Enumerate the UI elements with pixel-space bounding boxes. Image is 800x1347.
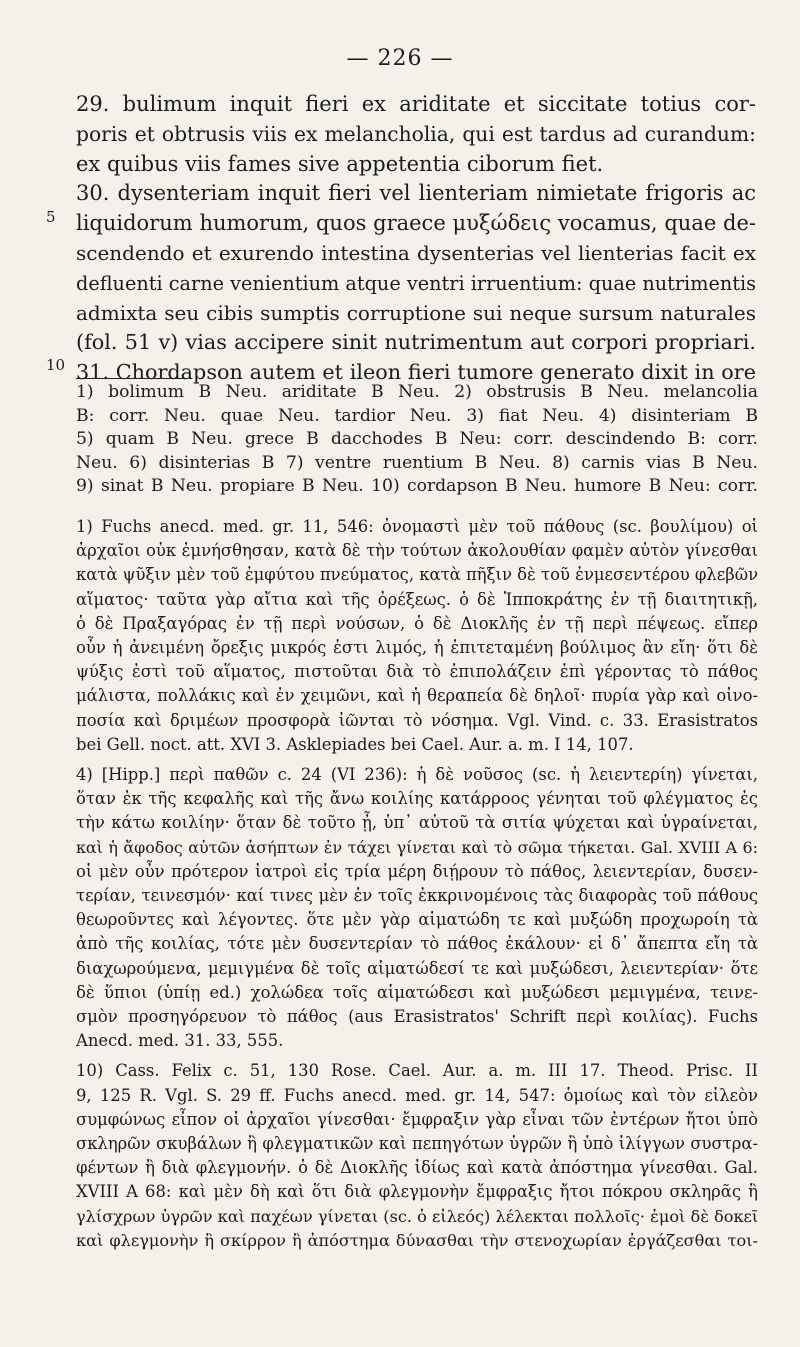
main-line: ex quibus viis fames sive appetentia ciborum fiet. — [76, 151, 604, 176]
note-line: τὴν κάτω κοιλίην· ὅταν δὲ τοῦτο ᾖ, ὑπ᾽ αὐτοῦ τὰ σιτία ψύχεται καὶ ὑγραίνεται, — [76, 813, 758, 833]
main-line: (fol. 51 v) vias accipere sinit nutrimentum aut corpori propriari. — [76, 330, 756, 355]
note-line: αἵματος· ταῦτα γὰρ αἴτια καὶ τῆς ὀρέξεως. ὁ δὲ Ἱπποκράτης ἐν τῇ διαιτητικῇ, — [76, 589, 758, 609]
note-line: XVIII A 68: καὶ μὲν δὴ καὶ ὅτι διὰ φλεγμονὴν ἔμφραξις ἤτοι πόκρου σκληρᾶς ἢ — [76, 1182, 758, 1202]
note-line: τερίαν, τεινεσμόν· καί τινες μὲν ἐν τοῖς ἐκκρινομένοις τὰς διαφορὰς τοῦ πάθους — [76, 886, 758, 906]
note-line: θεωροῦντες καὶ λέγοντες. ὅτε μὲν γὰρ αἱματώδη τε καὶ μυξώδη προχωροίη τὰ — [76, 910, 758, 930]
note-line: ὅταν ἐκ τῆς κεφαλῆς καὶ τῆς ἄνω κοιλίης κατάρροος γένηται τοῦ φλέγματος ἐς — [76, 789, 758, 809]
main-text — [76, 90, 756, 388]
apparatus-line: 1) bolimum B Neu. ariditate B Neu. 2) obstrusis B Neu. melancolia — [76, 382, 758, 402]
main-line: 30. dysenteriam inquit fieri vel lienteriam nimietate frigoris ac — [76, 181, 756, 206]
main-line: 29. bulimum inquit fieri ex ariditate et siccitate totius cor- — [76, 92, 756, 116]
main-line: poris et obtrusis viis ex melancholia, qui est tardus ad curandum: — [76, 121, 756, 146]
note-line: οἱ μὲν οὖν πρότερον ἰατροὶ εἰς τρία μέρη διῄρουν τὸ πάθος, λειεντερίαν, δυσεν- — [76, 861, 758, 881]
critical-apparatus — [76, 378, 758, 499]
note-line: 4) [Hipp.] περὶ παθῶν c. 24 (VI 236): ἡ δὲ νοῦσος (sc. ἡ λειεντερίη) γίνεται, — [76, 765, 758, 785]
note-line: σμὸν προσηγόρευον τὸ πάθος (aus Erasistratos' Schrift περὶ κοιλίας). Fuchs — [76, 1007, 758, 1027]
note-line: γλίσχρων ὑγρῶν καὶ παχέων γίνεται (sc. ὁ εἰλεός) λέλεκται πολλοῖς· ἐμοὶ δὲ δοκεῖ — [76, 1206, 758, 1226]
main-line: defluenti carne venientium atque ventri irruentium: quae nutrimentis — [76, 271, 757, 295]
note-line: ἀρχαῖοι οὐκ ἐμνήσθησαν, κατὰ δὲ τὴν τούτων ἀκολουθίαν φαμὲν αὐτὸν γίνεσθαι — [76, 541, 758, 561]
note-line: 1) Fuchs anecd. med. gr. 11, 546: ὀνομαστὶ μὲν τοῦ πάθους (sc. βουλίμου) οἱ — [76, 517, 758, 536]
note-line: μάλιστα, πολλάκις καὶ ἐν χειμῶνι, καὶ ἡ θεραπεία δὲ δηλοῖ· πυρία γὰρ καὶ οἰνο- — [76, 686, 758, 706]
main-line: 31. Chordapson autem et ileon fieri tumore generato dixit in ore — [76, 360, 756, 385]
apparatus-line: 5) quam B Neu. grece B dacchodes B Neu: corr. descindendo B: corr. — [76, 429, 758, 449]
note-line: σκληρῶν σκυβάλων ἢ φλεγματικῶν καὶ πεπηγότων ὑγρῶν ἢ ὑπὸ ἰλίγγων συστρα- — [76, 1134, 758, 1154]
note-line: καὶ ἡ ἄφοδος αὐτῶν ἀσήπτων ἐν τάχει γίνεται καὶ τὸ σῶμα τήκεται. Gal. XVIII A 6: — [76, 837, 758, 857]
footnote-rule — [76, 378, 186, 379]
note-line: συμφώνως εἶπον οἱ ἀρχαῖοι γίνεσθαι· ἔμφραξιν γὰρ εἶναι τῶν ἐντέρων ἤτοι ὑπὸ — [76, 1109, 758, 1129]
main-line: admixta seu cibis sumptis corruptione sui neque sursum naturales — [76, 300, 756, 325]
note-line: οὖν ἡ ἀνειμένη ὄρεξις μικρός ἐστι λιμός, ἡ ἐπιτεταμένη βούλιμος ἂν εἴη· ὅτι δὲ — [76, 638, 758, 658]
line-number-10: 10 — [46, 356, 66, 374]
note-line: 10) Cass. Felix c. 51, 130 Rose. Cael. Aur. a. m. III 17. Theod. Prisc. II — [76, 1061, 758, 1081]
note-line: 9, 125 R. Vgl. S. 29 ff. Fuchs anecd. med. gr. 14, 547: ὁμοίως καὶ τὸν εἰλεὸν — [76, 1085, 758, 1105]
note-line: καὶ φλεγμονὴν ἢ σκίρρον ἢ ἀπόστημα δύνασθαι τὴν στενοχωρίαν ἐργάζεσθαι τοι- — [76, 1230, 758, 1250]
apparatus-line: Neu. 6) disinterias B 7) ventre ruentium B Neu. 8) carnis vias B Neu. — [76, 452, 758, 473]
note-line: δὲ ὕπιοι (ὑπίῃ ed.) χολώδεα τοῖς αἱματώδεσι καὶ μυξώδεσι μεμιγμένα, τεινε- — [76, 982, 758, 1002]
note-line: ἀπὸ τῆς κοιλίας, τότε μὲν δυσεντερίαν τὸ πάθος ἐκάλουν· εἰ δ᾽ ἄπεπτα εἴη τὰ — [76, 934, 758, 954]
note-line: Anecd. med. 31. 33, 555. — [76, 1031, 284, 1051]
note-line: κατὰ ψῦξιν μὲν τοῦ ἐμφύτου πνεύματος, κατὰ πῆξιν δὲ τοῦ ἐνμεσεντέρου φλεβῶν — [76, 565, 758, 585]
note-line: φέντων ἢ διὰ φλεγμονήν. ὁ δὲ Διοκλῆς ἰδίως καὶ κατὰ ἀπόστημα γίνεσθαι. Gal. — [76, 1158, 758, 1178]
apparatus-line: B: corr. Neu. quae Neu. tardior Neu. 3) fiat Neu. 4) disinteriam B — [76, 405, 758, 426]
commentary-notes — [76, 515, 758, 1253]
apparatus-line: 9) sinat B Neu. propiare B Neu. 10) cordapson B Neu. humore B Neu: corr. — [76, 476, 758, 496]
note-line: ψύξις ἐστὶ τοῦ αἵματος, πιστοῦται διὰ τὸ ἐπιπολάζειν ἐπὶ γέροντας τὸ πάθος — [76, 662, 758, 682]
main-line: liquidorum humorum, quos graece μυξώδεις vocamus, quae de- — [76, 211, 756, 236]
main-line: scendendo et exurendo intestina dysenterias vel lienterias facit ex — [76, 240, 756, 265]
page-number: — 226 — — [346, 46, 454, 71]
line-number-5: 5 — [46, 208, 56, 226]
note-line: διαχωρούμενα, μεμιγμένα δὲ τοῖς αἱματώδεσί τε καὶ μυξώδεσι, λειεντερίαν· ὅτε — [76, 958, 758, 978]
note-line: ὁ δὲ Πραξαγόρας ἐν τῇ περὶ νούσων, ὁ δὲ Διοκλῆς ἐν τῇ περὶ πέψεως. εἴπερ — [76, 613, 758, 633]
note-line: bei Gell. noct. att. XVI 3. Asklepiades bei Cael. Aur. a. m. I 14, 107. — [76, 734, 634, 754]
note-line: ποσία καὶ δριμέων προσφορὰ ἰῶνται τὸ νόσημα. Vgl. Vind. c. 33. Erasistratos — [76, 710, 758, 730]
